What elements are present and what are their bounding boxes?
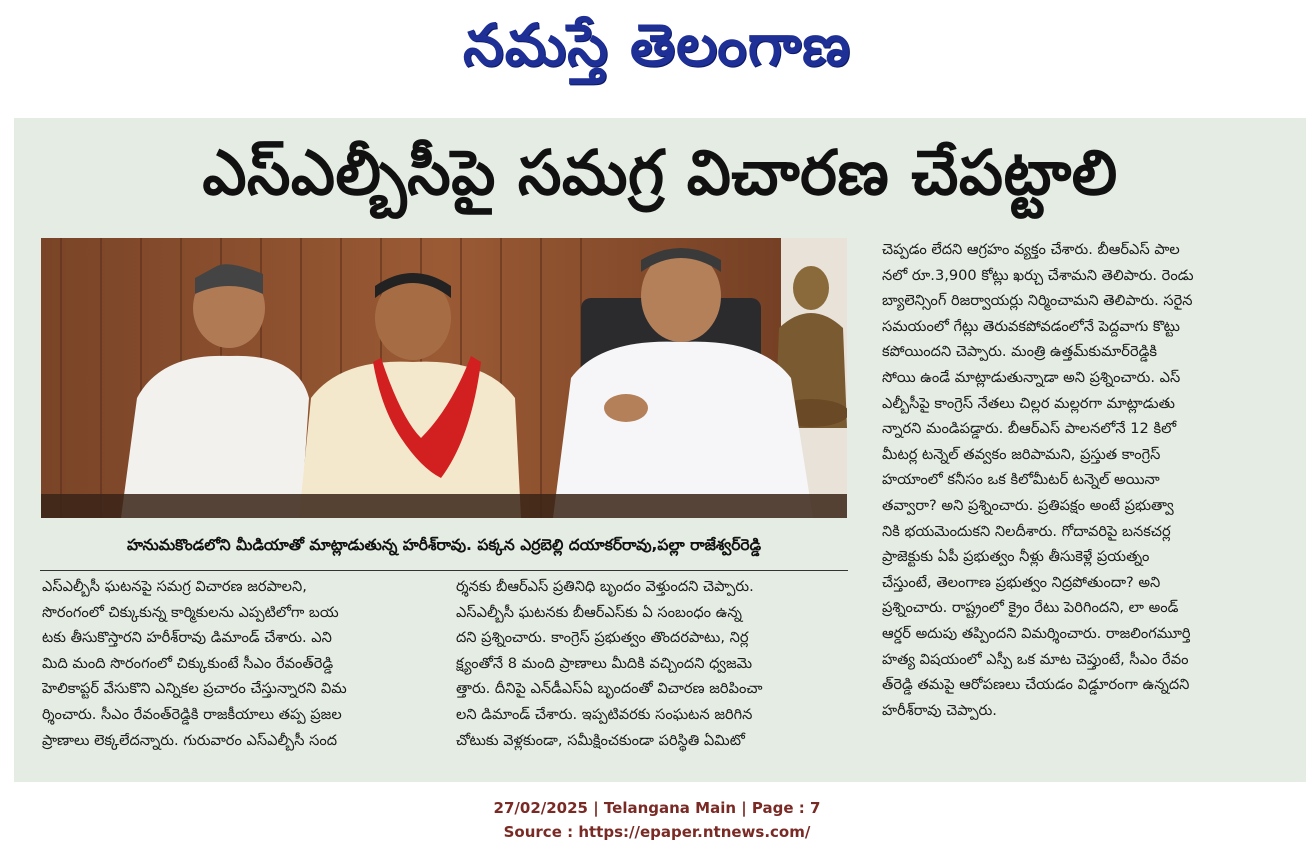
text-line: బ్యాలెన్సింగ్ రిజర్వాయర్లు నిర్మించామని తెలిపారు. సరైన <box>882 292 1193 310</box>
text-line: ప్రశ్నించారు. రాష్ట్రంలో క్రైం రేటు పెరిగిందని, లా అండ్ <box>882 599 1179 617</box>
text-line: నలో రూ.3,900 కోట్లు ఖర్చు చేశామని తెలిపారు. రెండు <box>882 266 1194 284</box>
press-meet-photo <box>41 238 847 518</box>
source-link[interactable]: Source : https://epaper.ntnews.com/ <box>503 823 811 841</box>
text-line: ఎస్ఎల్బీసీ ఘటనకు బీఆర్ఎస్‌కు ఏ సంబంధం ఉన్న <box>456 603 742 621</box>
text-line: ఆర్డర్ అదుపు తప్పిందని విమర్శించారు. రాజలింగమూర్తి <box>882 624 1191 642</box>
text-line: సొరంగంలో చిక్కుకున్న కార్మికులను ఎప్పటిలోగా బయ <box>42 603 339 621</box>
text-line: సమయంలో గేట్లు తెరువకపోవడంలోనే పెద్దవాగు కొట్టు <box>882 317 1180 335</box>
text-line: నికి భయమెందుకని నిలదీశారు. గోదావరిపై బనకచర్ల <box>882 522 1171 540</box>
text-line: క్ష్యంతోనే 8 మంది ప్రాణాలు మీదికి వచ్చిందని ధ్వజమె <box>456 654 753 672</box>
edition-info: 27/02/2025 | Telangana Main | Page : 7 <box>493 799 821 817</box>
article-column-2 <box>456 574 848 753</box>
text-line: త్తారు. దీనిపై ఎన్‌డీఎస్ఏ బృందంతో విచారణ జరిపించా <box>456 680 763 698</box>
text-line: కపోయిందని చెప్పారు. మంత్రి ఉత్తమ్‌కుమార్‌రెడ్డికి <box>882 343 1158 361</box>
text-line: ర్శించారు. సీఎం రేవంత్‌రెడ్డికి రాజకీయాలు తప్ప ప్రజల <box>42 705 342 723</box>
article-clipping <box>14 118 1306 782</box>
text-line: చోటుకు వెళ్లకుండా, సమీక్షించకుండా పరిస్థితి ఏమిటో <box>456 731 745 749</box>
text-line: ఎస్ఎల్బీసీ ఘటనపై సమగ్ర విచారణ జరపాలని, <box>42 578 307 595</box>
article-headline: ఎస్ఎల్బీసీపై సమగ్ర విచారణ చేపట్టాలి <box>202 136 1118 209</box>
text-line: దని ప్రశ్నించారు. కాంగ్రెస్ ప్రభుత్వం తొందరపాటు, నిర్ల <box>456 629 749 647</box>
page-footer <box>0 796 1314 844</box>
masthead <box>0 0 1314 112</box>
text-line: హరీశ్‌రావు చెప్పారు. <box>882 701 997 719</box>
photo-caption: హనుమకొండలోని మీడియాతో మాట్లాడుతున్న హరీశ్‌రావు. పక్కన ఎర్రబెల్లి దయాకర్‌రావు,పల్లా రాజేశ్వర్‌రెడ్డి <box>126 536 762 554</box>
article-photo <box>41 238 847 518</box>
article-column-1 <box>42 574 440 753</box>
text-line: ర్శనకు బీఆర్ఎస్ ప్రతినిధి బృందం వెళ్తుందని చెప్పారు. <box>456 578 754 595</box>
article-column-3 <box>882 237 1294 723</box>
text-line: చెప్పడం లేదని ఆగ్రహం వ్యక్తం చేశారు. బీఆర్ఎస్ పాల <box>882 241 1180 258</box>
text-line: మీటర్ల టన్నెల్ తవ్వకం జరిపామని, ప్రస్తుత కాంగ్రెస్ <box>882 445 1161 463</box>
newspaper-logo: నమస్తే తెలంగాణ <box>463 10 851 79</box>
text-line: మిది మంది సొరంగంలో చిక్కుకుంటే సీఎం రేవంత్‌రెడ్డి <box>42 654 334 672</box>
text-line: ప్రాణాలు లెక్కలేదన్నారు. గురువారం ఎస్ఎల్బీసీ సంద <box>42 731 338 749</box>
text-line: చేస్తుంటే, తెలంగాణ ప్రభుత్వం నిద్రపోతుందా? అని <box>882 573 1161 591</box>
text-line: హయాంలో కనీసం ఒక కిలోమీటర్ టన్నెల్ అయినా <box>882 471 1160 489</box>
caption-divider <box>40 570 848 571</box>
text-line: ఎల్బీసీపై కాంగ్రెస్ నేతలు చిల్లర మల్లరగా మాట్లాడుతు <box>882 394 1175 412</box>
text-line: ప్రాజెక్టుకు ఏపీ ప్రభుత్వం నీళ్లు తీసుకెళ్లే ప్రయత్నం <box>882 548 1150 566</box>
text-line: త్‌రెడ్డి తమపై ఆరోపణలు చేయడం విడ్డూరంగా ఉన్నదని <box>882 676 1190 694</box>
text-line: హెలికాప్టర్ వేసుకొని ఎన్నికల ప్రచారం చేస్తున్నారని విమ <box>42 680 347 698</box>
text-line: న్నారని మండిపడ్డారు. బీఆర్ఎస్ పాలనలోనే 12 కిలో <box>882 420 1177 438</box>
text-line: హత్య విషయంలో ఎస్పీ ఒక మాట చెప్తుంటే, సీఎం రేవం <box>882 650 1189 668</box>
text-line: లని డిమాండ్ చేశారు. ఇప్పటివరకు సంఘటన జరిగిన <box>456 705 753 723</box>
text-line: సోయి ఉండే మాట్లాడుతున్నాడా అని ప్రశ్నించారు. ఎస్ <box>882 368 1181 386</box>
text-line: టకు తీసుకొస్తారని హరీశ్‌రావు డిమాండ్ చేశారు. ఎని <box>42 629 332 647</box>
text-line: తవ్వారా? అని ప్రశ్నించారు. ప్రతిపక్షం అంటే ప్రభుత్వా <box>882 496 1174 514</box>
